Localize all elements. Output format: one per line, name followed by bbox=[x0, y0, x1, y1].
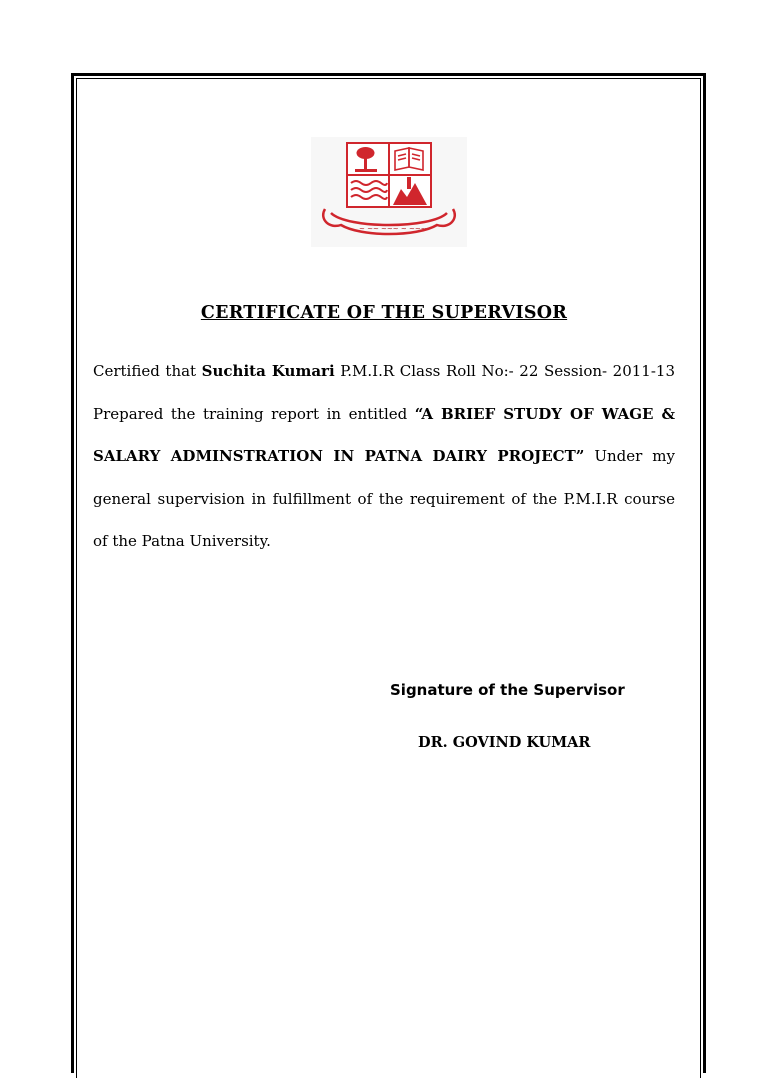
body-text-closing: Under my general supervision in fulfillment of the requirement of the P.M.I.R course of the Patna University. bbox=[93, 447, 675, 550]
university-emblem-icon bbox=[311, 137, 467, 247]
svg-text:~ ~~ ~~~ ~ ~~~: ~ ~~ ~~~ ~ ~~~ bbox=[359, 225, 427, 233]
report-title: “A BRIEF STUDY OF WAGE & SALARY ADMINSTRATION IN PATNA DAIRY PROJECT” bbox=[93, 404, 676, 465]
body-text-intro: Certified that bbox=[93, 362, 202, 380]
certificate-body bbox=[93, 350, 675, 563]
student-name: Suchita Kumari bbox=[201, 362, 335, 380]
body-text-details: P.M.I.R Class Roll No:- 22 Session- 2011-13 Prepared the training report in entitled bbox=[93, 362, 675, 423]
signature-label: Signature of the Supervisor bbox=[390, 681, 625, 699]
certificate-title: CERTIFICATE OF THE SUPERVISOR bbox=[200, 303, 568, 323]
supervisor-name: DR. GOVIND KUMAR bbox=[418, 734, 591, 751]
